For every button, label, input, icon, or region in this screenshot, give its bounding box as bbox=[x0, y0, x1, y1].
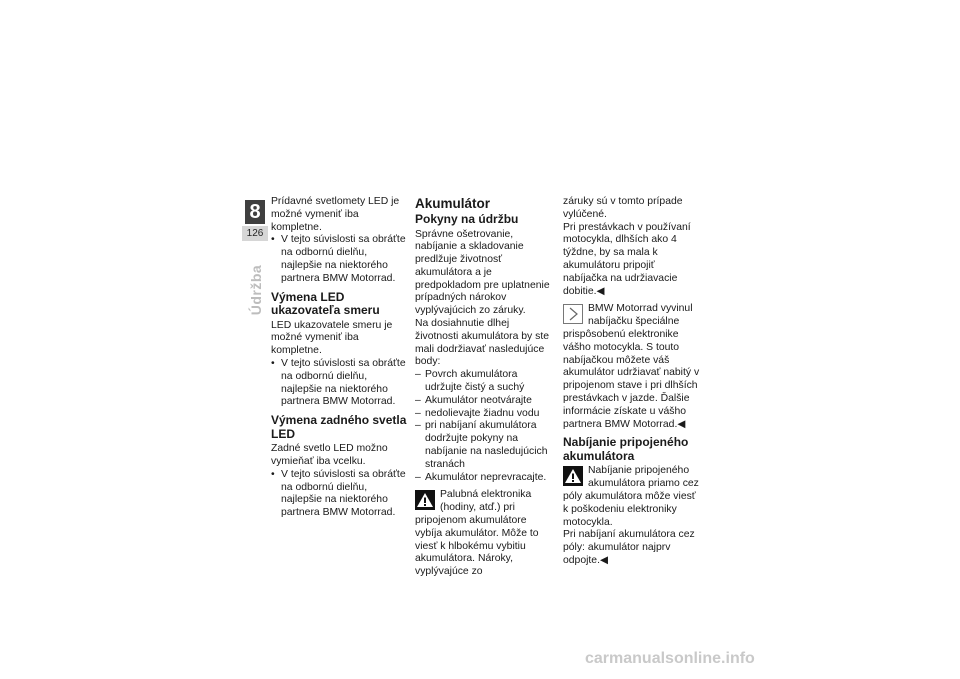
charging-advice-text: Pri prestávkach v používaní motocykla, dlhších ako 4 týždne, by sa mala k akumulátoru pripojiť nabíjačka na udržiavacie dobitie. bbox=[563, 221, 691, 297]
charging-instruction-text: Pri nabíjaní akumulátora cez póly: akumulátor najprv odpojte. bbox=[563, 529, 695, 566]
list-item-text: Akumulátor neotvárajte bbox=[425, 394, 532, 406]
dash-mark: – bbox=[415, 420, 421, 432]
led-fog-intro: Prídavné svetlomety LED je možné vymeniť iba kompletne. bbox=[271, 196, 400, 233]
section-title-taillight: Výmena zadného svetla LED bbox=[271, 413, 407, 441]
list-item-text: Povrch akumulátora udržujte čistý a suchý bbox=[425, 369, 525, 394]
page-number: 126 bbox=[242, 226, 268, 241]
section-title-indicator: Výmena LED ukazovateľa smeru bbox=[271, 289, 380, 318]
watermark: carmanualsonline.info bbox=[585, 650, 755, 667]
list-item bbox=[415, 369, 551, 395]
list-item bbox=[415, 408, 551, 421]
list-item bbox=[415, 472, 551, 485]
main-title-battery: Akumulátor bbox=[415, 196, 491, 211]
indicator-bullets bbox=[271, 358, 409, 409]
section-title-charging: Nabíjanie pripojeného akumulátora bbox=[563, 435, 689, 463]
sub-title-maintenance: Pokyny na údržbu bbox=[415, 212, 519, 226]
tip-icon bbox=[563, 304, 583, 324]
bullet-mark: • bbox=[271, 234, 275, 246]
bullet-mark: • bbox=[271, 468, 275, 480]
charging-warning-text: Nabíjanie pripojeného akumulátora priamo cez póly akumulátora môže viesť k poškodeniu elektroniky motocykla. bbox=[563, 465, 699, 528]
list-item-text: V tejto súvislosti sa obráťte na odbornú dielňu, najlepšie na niektorého partnera BMW Motorrad. bbox=[281, 468, 406, 519]
list-item bbox=[271, 358, 409, 409]
warning-note bbox=[563, 465, 701, 529]
list-item bbox=[415, 395, 551, 408]
tip-text: BMW Motorrad vyvinul nabíjačku špeciálne prispôsobenú elektronike vášho motocykla. S touto nabíjačkou môžete váš akumulátor udržiavať nabitý v pripojenom stave i pri dlhších prestávkach v jazde. Ďalšie informácie získate u vášho partnera BMW Motorrad. bbox=[563, 303, 700, 430]
dash-mark: – bbox=[415, 471, 421, 483]
list-item-text: V tejto súvislosti sa obráťte na odbornú dielňu, najlepšie na niektorého partnera BMW Motorrad. bbox=[281, 357, 406, 408]
end-mark-icon: ◀ bbox=[677, 418, 686, 430]
warning-icon bbox=[563, 466, 583, 486]
list-item bbox=[415, 420, 551, 471]
taillight-bullets bbox=[271, 469, 409, 520]
warranty-continued: záruky sú v tomto prípade vylúčené. bbox=[563, 196, 683, 220]
battery-p2: Na dosiahnutie dlhej životnosti akumulátora by ste mali dodržiavať nasledujúce body: bbox=[415, 318, 549, 368]
taillight-text: Zadné svetlo LED možno vymieňať iba vcelku. bbox=[271, 443, 388, 467]
battery-dash-list bbox=[415, 369, 551, 484]
indicator-text: LED ukazovatele smeru je možné vymeniť iba kompletne. bbox=[271, 319, 393, 357]
charging-advice bbox=[563, 222, 701, 299]
led-fog-bullets bbox=[271, 234, 409, 285]
chapter-number: 8 bbox=[245, 200, 265, 224]
warning-text: Palubná elektronika (hodiny, atď.) pri pripojenom akumulátore vybíja akumulátor. Môže to viesť k hlbokému vybitiu akumulátora. Nároky, vyplývajúce zo bbox=[415, 489, 539, 578]
list-item bbox=[271, 469, 409, 520]
list-item-text: pri nabíjaní akumulátora dodržujte pokyny na nabíjanie na nasledujúcich stranách bbox=[425, 420, 548, 470]
warning-icon bbox=[415, 490, 435, 510]
end-mark-icon: ◀ bbox=[599, 554, 608, 566]
warning-note bbox=[415, 489, 551, 579]
list-item bbox=[271, 234, 409, 285]
column-middle bbox=[415, 196, 551, 579]
column-right bbox=[563, 196, 701, 568]
dash-mark: – bbox=[415, 407, 421, 419]
tip-note bbox=[563, 303, 701, 431]
list-item-text: V tejto súvislosti sa obráťte na odbornú dielňu, najlepšie na niektorého partnera BMW Motorrad. bbox=[281, 234, 406, 284]
dash-mark: – bbox=[415, 369, 421, 381]
bullet-mark: • bbox=[271, 357, 275, 369]
list-item-text: Akumulátor neprevracajte. bbox=[425, 471, 547, 483]
end-mark-icon: ◀ bbox=[596, 285, 605, 297]
list-item-text: nedolievajte žiadnu vodu bbox=[425, 407, 540, 419]
battery-p1: Správne ošetrovanie, nabíjanie a skladovanie predlžuje životnosť akumulátora a je predpokladom pre uplatnenie prípadných nárokov vyplývajúcich zo záruky. bbox=[415, 228, 550, 317]
chapter-title: Údržba bbox=[248, 264, 264, 316]
charging-instruction bbox=[563, 529, 701, 567]
column-left bbox=[271, 196, 409, 520]
dash-mark: – bbox=[415, 394, 421, 406]
